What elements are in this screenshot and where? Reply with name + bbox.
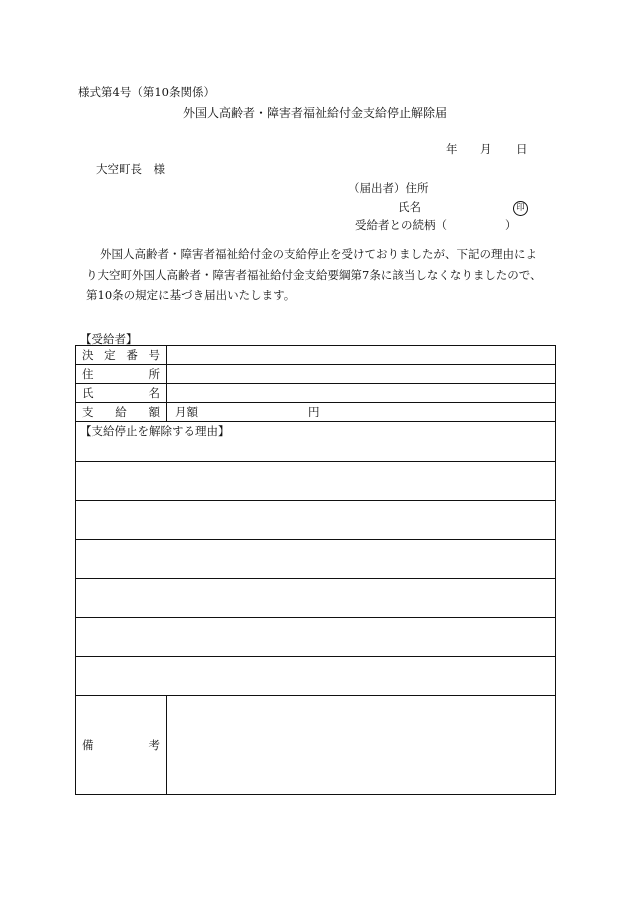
reason-line[interactable] <box>76 540 556 579</box>
table-row <box>76 696 556 795</box>
table-row <box>76 365 556 384</box>
header-char: 定 <box>104 348 116 362</box>
form-number: 様式第4号（第10条関係） <box>78 85 215 99</box>
table-row <box>76 501 556 540</box>
body-line: 第10条の規定に基づき届出いたします。 <box>86 288 296 302</box>
name-field[interactable] <box>167 384 556 403</box>
reason-line[interactable] <box>76 501 556 540</box>
table-row <box>76 579 556 618</box>
reason-line[interactable] <box>76 618 556 657</box>
table-row <box>76 403 556 422</box>
addressee: 大空町長 様 <box>96 162 165 176</box>
reason-line[interactable] <box>76 579 556 618</box>
yen-unit: 円 <box>308 405 320 419</box>
address-field[interactable] <box>167 365 556 384</box>
relation-open: 受給者との続柄（ <box>355 218 447 232</box>
date-month: 月 <box>480 142 492 156</box>
header-char: 考 <box>148 738 160 752</box>
remarks-header <box>76 696 167 795</box>
seal-icon: 印 <box>513 201 528 216</box>
header-char: 所 <box>148 367 160 381</box>
date-year: 年 <box>446 142 458 156</box>
header-char: 備 <box>82 738 94 752</box>
applicant-name-label: 氏名 <box>398 200 421 214</box>
relation-label <box>355 217 517 233</box>
reason-title: 【支給停止を解除する理由】 <box>80 424 230 438</box>
applicant-address-label: （届出者）住所 <box>348 181 429 195</box>
decision-number-header <box>76 346 167 365</box>
date-day: 日 <box>516 142 528 156</box>
header-char: 番 <box>126 348 138 362</box>
table-row <box>76 422 556 462</box>
reason-line[interactable] <box>76 462 556 501</box>
header-char: 支 <box>82 405 94 419</box>
table-row <box>76 346 556 365</box>
header-char: 決 <box>82 348 94 362</box>
document-title: 外国人高齢者・障害者福祉給付金支給停止解除届 <box>183 106 448 120</box>
body-line: 外国人高齢者・障害者福祉給付金の支給停止を受けておりましたが、下記の理由によ <box>100 247 537 261</box>
reason-line[interactable] <box>76 657 556 696</box>
monthly-label: 月額 <box>175 405 198 419</box>
seal-mark <box>513 199 528 216</box>
body-paragraph <box>78 244 558 306</box>
recipient-table <box>75 345 556 795</box>
address-header <box>76 365 167 384</box>
header-char: 額 <box>148 405 160 419</box>
table-row <box>76 540 556 579</box>
header-char: 住 <box>82 367 94 381</box>
table-row <box>76 462 556 501</box>
body-line: り大空町外国人高齢者・障害者福祉給付金支給要綱第7条に該当しなくなりましたので、 <box>86 267 542 282</box>
header-char: 号 <box>148 348 160 362</box>
header-char: 給 <box>115 405 127 419</box>
section-label: 【受給者】 <box>80 332 138 346</box>
name-header <box>76 384 167 403</box>
table-row <box>76 657 556 696</box>
table-row <box>76 618 556 657</box>
amount-field[interactable] <box>167 403 556 422</box>
reason-title-cell[interactable] <box>76 422 556 462</box>
relation-close: ） <box>505 218 517 232</box>
header-char: 氏 <box>82 386 94 400</box>
amount-header <box>76 403 167 422</box>
table-row <box>76 384 556 403</box>
remarks-field[interactable] <box>167 696 556 795</box>
decision-number-field[interactable] <box>167 346 556 365</box>
header-char: 名 <box>148 386 160 400</box>
